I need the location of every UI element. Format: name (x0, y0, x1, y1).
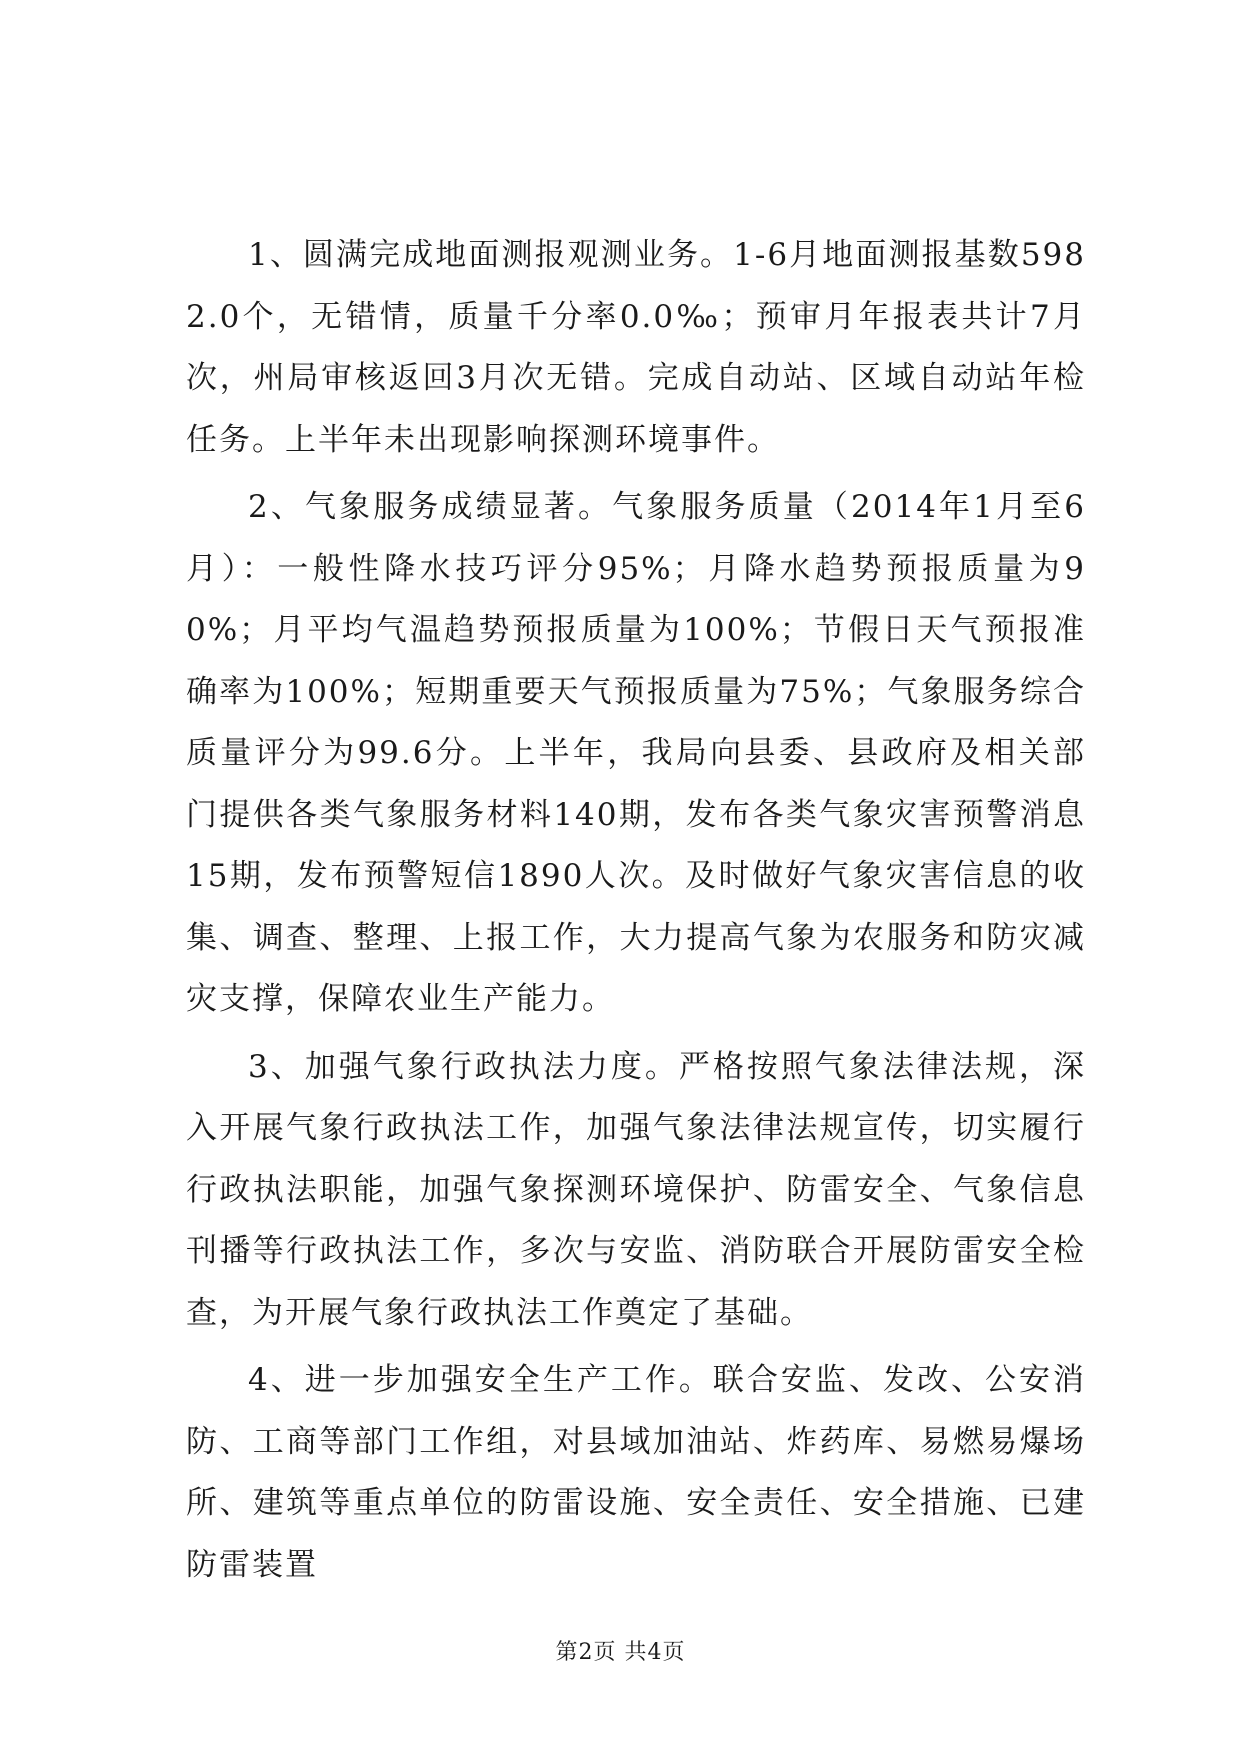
document-body (186, 225, 1086, 1602)
paragraph-2: 2、气象服务成绩显著。气象服务质量（2014年1月至6月）：一般性降水技巧评分95%；月降水趋势预报质量为90%；月平均气温趋势预报质量为100%；节假日天气预报准确率为100%；短期重要天气预报质量为75%；气象服务综合质量评分为99.6分。上半年，我局向县委、县政府及相关部门提供各类气象服务材料140期，发布各类气象灾害预警消息15期，发布预警短信1890人次。及时做好气象灾害信息的收集、调查、整理、上报工作，大力提高气象为农服务和防灾减灾支撑，保障农业生产能力。 (186, 489, 1086, 1017)
paragraph-4: 4、进一步加强安全生产工作。联合安监、发改、公安消防、工商等部门工作组，对县域加油站、炸药库、易燃易爆场所、建筑等重点单位的防雷设施、安全责任、安全措施、已建防雷装置 (186, 1362, 1086, 1583)
paragraph-3: 3、加强气象行政执法力度。严格按照气象法律法规，深入开展气象行政执法工作，加强气象法律法规宣传，切实履行行政执法职能，加强气象探测环境保护、防雷安全、气象信息刊播等行政执法工作，多次与安监、消防联合开展防雷安全检查，为开展气象行政执法工作奠定了基础。 (186, 1048, 1086, 1331)
page-number-footer: 第2页 共4页 (555, 1640, 686, 1665)
paragraph-1: 1、圆满完成地面测报观测业务。1-6月地面测报基数5982.0个，无错情，质量千分率0.0‰；预审月年报表共计7月次，州局审核返回3月次无错。完成自动站、区域自动站年检任务。上半年未出现影响探测环境事件。 (186, 237, 1086, 458)
